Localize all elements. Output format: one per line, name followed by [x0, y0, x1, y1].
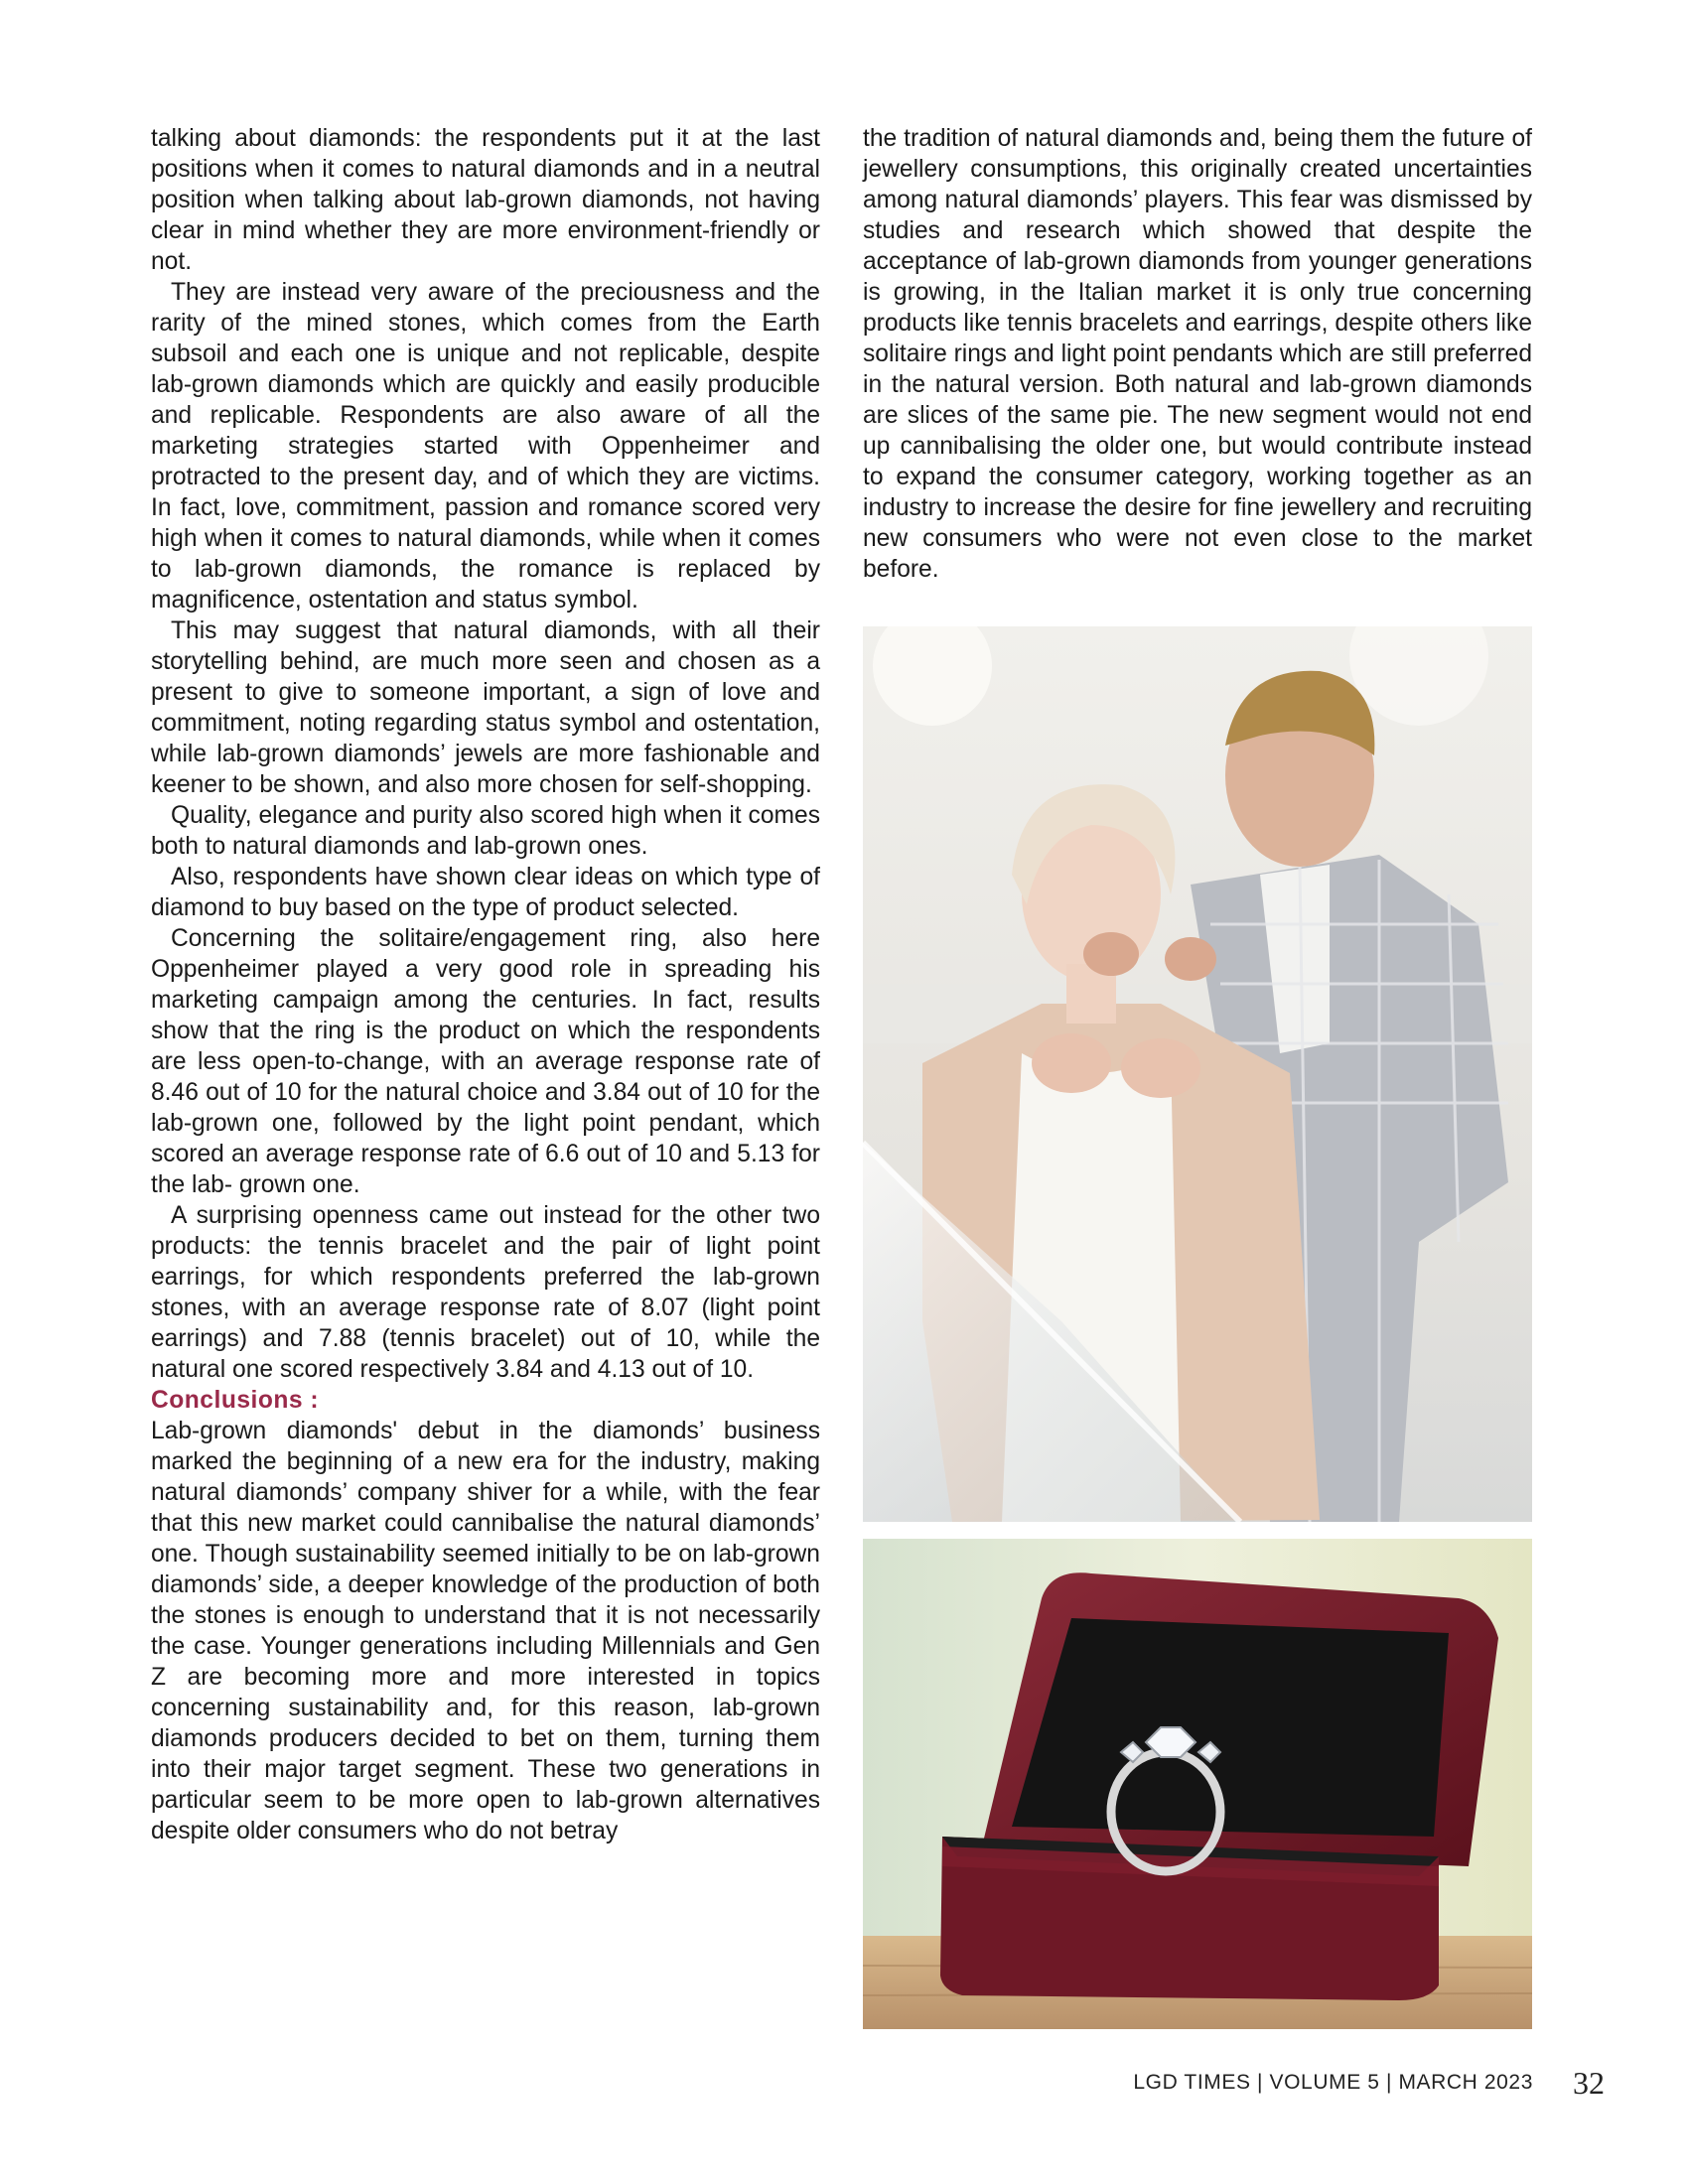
page-number: 32	[1573, 2065, 1605, 2101]
body-paragraph: This may suggest that natural diamonds, with all their storytelling behind, are much more seen and chosen as a present to give to someone important, a sign of love and commitment, noting regarding status symbol and ostentation, while lab-grown diamonds’ jewels are more fashionable and keener to be shown, and also more chosen for self-shopping.	[151, 617, 820, 798]
ring-box-illustration	[863, 1539, 1532, 2029]
body-paragraph: Quality, elegance and purity also scored high when it comes both to natural diamonds and lab-grown ones.	[151, 802, 820, 860]
body-paragraph: the tradition of natural diamonds and, being them the future of jewellery consumptions, this originally created uncertainties among natural diamonds’ players. This fear was dismissed by studies and research which showed that despite the acceptance of lab-grown diamonds from younger generations is growing, in the Italian market it is only true concerning products like tennis bracelets and earrings, despite others like solitaire rings and light point pendants which are still preferred in the natural version. Both natural and lab-grown diamonds are slices of the same pie. The new segment would not end up cannibalising the older one, but would contribute instead to expand the consumer category, working together as an industry to increase the desire for fine jewellery and recruiting new consumers who were not even close to the market before.	[863, 125, 1532, 583]
section-heading-conclusions: Conclusions :	[151, 1387, 320, 1414]
body-paragraph: They are instead very aware of the preciousness and the rarity of the mined stones, which comes from the Earth subsoil and each one is unique and not replicable, despite lab-grown diamonds which are quickly and easily producible and replicable. Respondents are also aware of all the marketing strategies started with Oppenheimer and protracted to the present day, and of which they are victims. In fact, love, commitment, passion and romance scored very high when it comes to natural diamonds, while when it comes to lab-grown diamonds, the romance is replaced by magnificence, ostentation and status symbol.	[151, 279, 820, 614]
body-paragraph: Lab-grown diamonds' debut in the diamonds’ business marked the beginning of a new era for the industry, making natural diamonds’ company shiver for a while, with the fear that this new market could cannibalise the natural diamonds’ one. Though sustainability seemed initially to be on lab-grown diamonds’ side, a deeper knowledge of the production of both the stones is enough to understand that it is not necessarily the case. Younger generations including Millennials and Gen Z are becoming more and more interested in topics concerning sustainability and, for this reason, lab-grown diamonds producers decided to bet on them, turning them into their major target segment. These two generations in particular seem to be more open to lab-grown alternatives despite older consumers who do not betray	[151, 1418, 820, 1844]
left-column	[151, 123, 820, 1846]
body-paragraph: A surprising openness came out instead for the other two products: the tennis bracelet and the pair of light point earrings, for which respondents preferred the lab-grown stones, with an average response rate of 8.07 (light point earrings) and 7.88 (tennis bracelet) out of 10, while the natural one scored respectively 3.84 and 4.13 out of 10.	[151, 1202, 820, 1383]
couple-necklace-illustration	[863, 626, 1532, 1522]
right-column	[863, 123, 1532, 585]
publication-footer: LGD TIMES | VOLUME 5 | MARCH 2023	[1133, 2071, 1533, 2094]
body-paragraph: talking about diamonds: the respondents put it at the last positions when it comes to natural diamonds and in a neutral position when talking about lab-grown diamonds, not having clear in mind whether they are more environment-friendly or not.	[151, 125, 820, 275]
body-paragraph: Concerning the solitaire/engagement ring, also here Oppenheimer played a very good role in spreading his marketing campaign among the centuries. In fact, results show that the ring is the product on which the respondents are less open-to-change, with an average response rate of 8.46 out of 10 for the natural choice and 3.84 out of 10 for the lab-grown one, followed by the light point pendant, which scored an average response rate of 6.6 out of 10 and 5.13 for the lab- grown one.	[151, 925, 820, 1198]
couple-necklace-photo	[863, 626, 1532, 1522]
ring-box-photo	[863, 1539, 1532, 2029]
body-paragraph: Also, respondents have shown clear ideas on which type of diamond to buy based on the type of product selected.	[151, 864, 820, 921]
